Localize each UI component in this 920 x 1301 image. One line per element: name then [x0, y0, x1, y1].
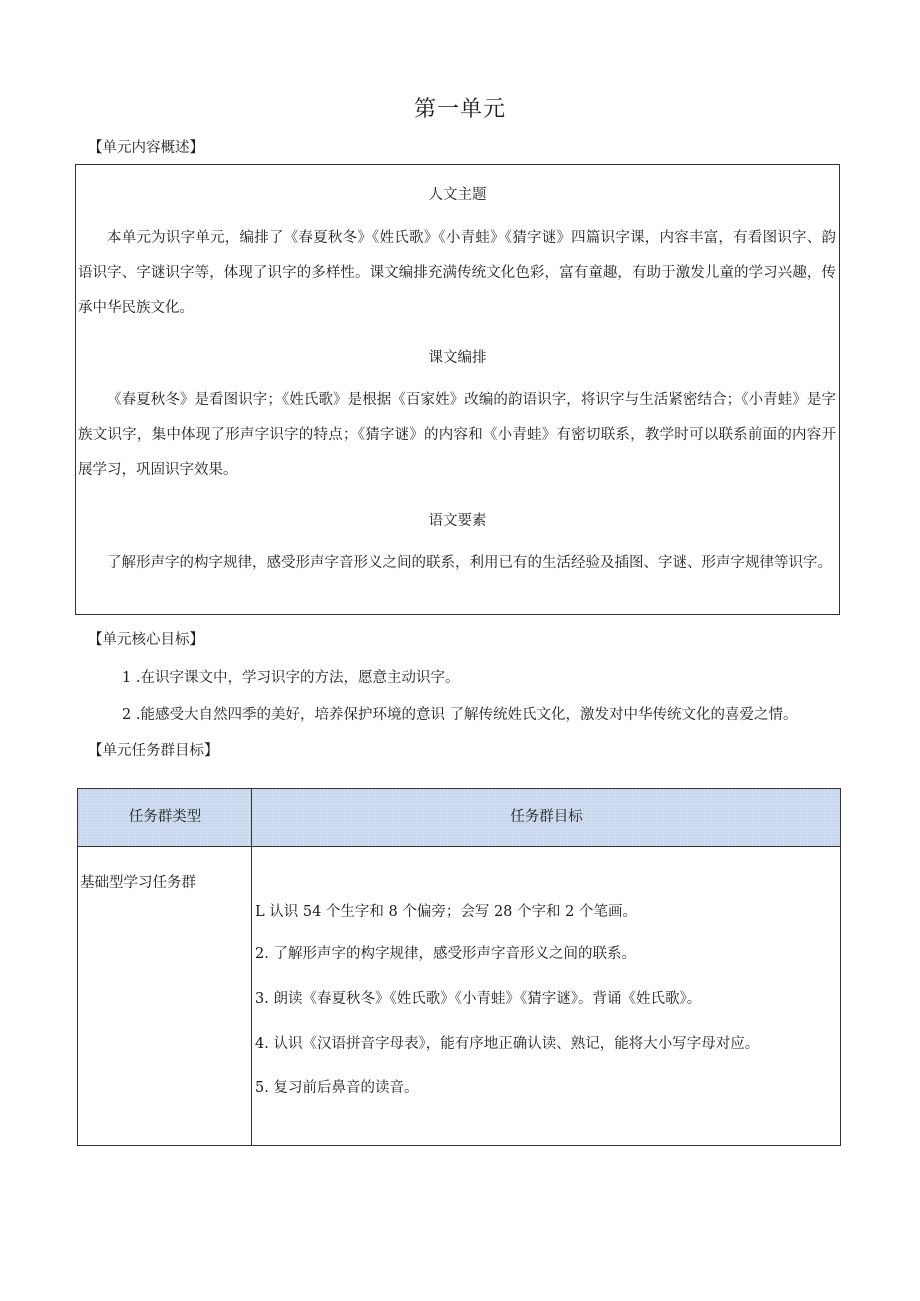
- section-heading-overview: 【单元内容概述】: [88, 140, 204, 156]
- column-header-type: 任务群类型: [128, 809, 202, 825]
- task-goal-item: 3. 朗读《春夏秋冬》《姓氏歌》《小青蛙》《猜字谜》。背诵《姓氏歌》。: [255, 991, 702, 1007]
- section-heading-core-goals: 【单元核心目标】: [88, 632, 204, 648]
- section-heading-task-goals: 【单元任务群目标】: [88, 743, 219, 759]
- task-goal-item: L 认识 54 个生字和 8 个偏旁；会写 28 个字和 2 个笔画。: [255, 904, 637, 920]
- task-goal-item: 2. 了解形声字的构字规律，感受形声字音形义之间的联系。: [255, 946, 636, 962]
- task-goal-item: 5. 复习前后鼻音的读音。: [255, 1080, 419, 1096]
- overview-section-title: 人文主题: [428, 187, 487, 203]
- task-goal-item: 4. 认识《汉语拼音字母表》，能有序地正确认读、熟记，能将大小写字母对应。: [255, 1036, 760, 1052]
- page-title: 第一单元: [413, 97, 506, 122]
- overview-section-title: 课文编排: [428, 350, 487, 366]
- overview-section-title: 语文要素: [428, 513, 487, 529]
- core-goal-item: 2 .能感受大自然四季的美好，培养保护环境的意识 了解传统姓氏文化，激发对中华传统文化的喜爱之情。: [122, 707, 798, 723]
- overview-section-text: 了解形声字的构字规律，感受形声字音形义之间的联系，利用已有的生活经验及插图、字谜、形声字规律等识字。: [107, 555, 832, 571]
- overview-section-text: 本单元为识字单元，编排了《春夏秋冬》《姓氏歌》《小青蛙》《猜字谜》四篇识字课，内容丰富，有看图识字、韵语识字、字谜识字等，体现了识字的多样性。课文编排充满传统文化色彩，富有童趣，有助于激发儿童的学习兴趣，传承中华民族文化。: [78, 230, 836, 316]
- overview-box: [75, 164, 840, 615]
- core-goal-item: 1 .在识字课文中，学习识字的方法，愿意主动识字。: [122, 670, 460, 686]
- column-header-goal: 任务群目标: [510, 809, 583, 825]
- overview-section-text: 《春夏秋冬》是看图识字；《姓氏歌》是根据《百家姓》改编的韵语识字，将识字与生活紧密结合；《小青蛙》是字族文识字，集中体现了形声字识字的特点；《猜字谜》的内容和《小青蛙》有密切联系，教学时可以联系前面的内容开展学习，巩固识字效果。: [78, 392, 836, 478]
- task-group-table: [77, 788, 841, 1146]
- task-group-type-cell: 基础型学习任务群: [80, 875, 196, 891]
- column-divider: [251, 789, 252, 1145]
